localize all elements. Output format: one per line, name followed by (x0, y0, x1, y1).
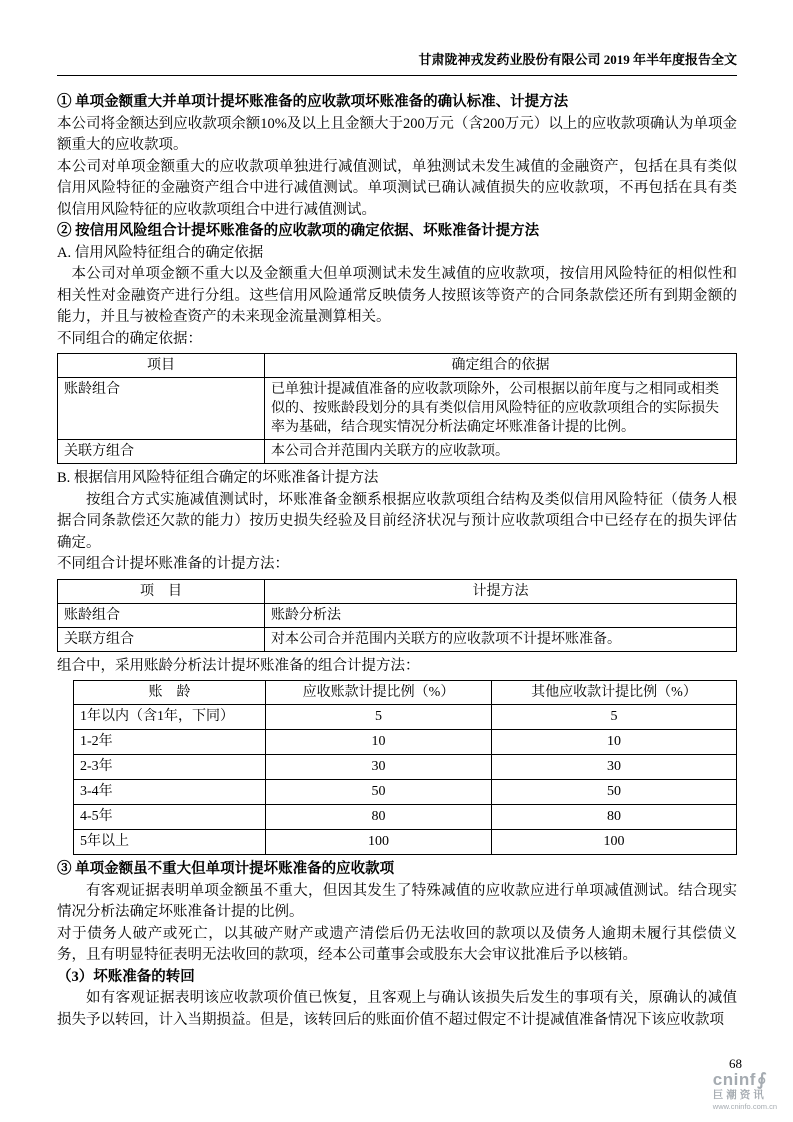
table-header-row (58, 354, 737, 378)
aging-analysis-ratio-table (73, 680, 737, 855)
table-cell: 80 (492, 805, 737, 830)
cninfo-logo-chinese-name: 巨潮资讯 (712, 1089, 767, 1101)
table-cell: 1-2年 (74, 730, 266, 755)
provision-method-table (57, 579, 737, 652)
table-cell: 30 (492, 755, 737, 780)
section-heading-item1: ① 单项金额重大并单项计提坏账准备的应收款项坏账准备的确认标准、计提方法 (57, 94, 569, 110)
table-row (74, 780, 737, 805)
table-cell: 30 (266, 755, 492, 780)
table-header-cell: 账 龄 (74, 681, 266, 705)
paragraph: 对于债务人破产或死亡，以其破产财产或遗产清偿后仍无法收回的款项以及债务人逾期未履行其偿债义务，且有明显特征表明无法收回的款项，经本公司董事会或股东大会审议批准后予以核销。 (57, 925, 737, 963)
table-header-cell: 其他应收款计提比例（%） (492, 681, 737, 705)
page-header (0, 0, 793, 76)
table-cell: 10 (266, 730, 492, 755)
table-header-cell: 项目 (58, 354, 265, 378)
group-determination-basis-table (57, 353, 737, 464)
paragraph: 如有客观证据表明该应收款项价值已恢复，且客观上与确认该损失后发生的事项有关，原确认的减值损失予以转回，计入当期损益。但是，该转回后的账面价值不超过假定不计提减值准备情况下该应收款项 (57, 990, 737, 1028)
table-cell: 5 (266, 705, 492, 730)
table-cell: 3-4年 (74, 780, 266, 805)
cninfo-logo-url: www.cninfo.com.cn (712, 1101, 777, 1111)
table-cell: 账龄组合 (58, 378, 265, 440)
table-cell: 对本公司合并范围内关联方的应收款项不计提坏账准备。 (265, 627, 737, 651)
table-cell: 80 (266, 805, 492, 830)
table-cell: 4-5年 (74, 805, 266, 830)
table-row (58, 603, 737, 627)
table-cell: 50 (492, 780, 737, 805)
table-row (58, 440, 737, 464)
table-header-cell: 应收账款计提比例（%） (266, 681, 492, 705)
table-cell: 关联方组合 (58, 440, 265, 464)
table-cell: 100 (266, 830, 492, 855)
paragraph: 本公司对单项金额重大的应收款项单独进行减值测试，单独测试未发生减值的金融资产，包括在具有类似信用风险特征的金融资产组合中进行减值测试。单项测试已确认减值损失的应收款项，不再包括在具有类似信用风险特征的应收款项组合中进行减值测试。 (57, 158, 737, 218)
table-header-row (58, 579, 737, 603)
report-title: 甘肃陇神戎发药业股份有限公司 2019 年半年度报告全文 (57, 52, 737, 76)
table2-intro: 不同组合计提坏账准备的计提方法： (57, 556, 289, 572)
table-cell: 5年以上 (74, 830, 266, 855)
table-cell: 1年以内（含1年，下同） (74, 705, 266, 730)
table-cell: 账龄组合 (58, 603, 265, 627)
table-cell: 关联方组合 (58, 627, 265, 651)
cninfo-logo-text: cninf (712, 1070, 756, 1089)
paragraph: 有客观证据表明单项金额虽不重大，但因其发生了特殊减值的应收款应进行单项减值测试。结合现实情况分析法确定坏账准备计提的比例。 (57, 882, 737, 920)
table-cell: 本公司合并范围内关联方的应收款项。 (265, 440, 737, 464)
table3-intro: 组合中，采用账龄分析法计提坏账准备的组合计提方法： (57, 657, 420, 674)
table-row (74, 730, 737, 755)
paragraph: 按组合方式实施减值测试时，坏账准备金额系根据应收款项组合结构及类似信用风险特征（债务人根据合同条款偿还欠款的能力）按历史损失经验及目前经济状况与预计应收款项组合中已经存在的损失评估确定。 (57, 491, 737, 551)
table-row (58, 378, 737, 440)
table-cell: 10 (492, 730, 737, 755)
cninfo-logo-icon: ∮ (756, 1070, 767, 1089)
table-cell: 50 (266, 780, 492, 805)
paragraph: 本公司将金额达到应收款项余额10%及以上且金额大于200万元（含200万元）以上的应收款项确认为单项金额重大的应收款项。 (57, 115, 737, 153)
table-header-cell: 计提方法 (265, 579, 737, 603)
page-number: 68 (729, 1056, 742, 1071)
cninfo-logo-row (713, 1071, 777, 1088)
section-heading-item2: ② 按信用风险组合计提坏账准备的应收款项的确定依据、坏账准备计提方法 (57, 223, 540, 239)
table-row (74, 805, 737, 830)
table-cell: 账龄分析法 (265, 603, 737, 627)
table-row (74, 830, 737, 855)
table-cell: 已单独计提减值准备的应收款项除外，公司根据以前年度与之相同或相类似的、按账龄段划分的具有类似信用风险特征的应收款项组合的实际损失率为基础，结合现实情况分析法确定坏账准备计提的比例。 (265, 378, 737, 440)
page-content (0, 76, 793, 1031)
table-row (74, 705, 737, 730)
cninfo-logo (713, 1071, 777, 1110)
table-row (58, 627, 737, 651)
section-heading-reversal: （3）坏账准备的转回 (57, 968, 195, 985)
table-cell: 2-3年 (74, 755, 266, 780)
table1-intro: 不同组合的确定依据： (57, 330, 202, 347)
table-header-cell: 确定组合的依据 (265, 354, 737, 378)
section-heading-b: B. 根据信用风险特征组合确定的坏账准备计提方法 (57, 470, 379, 486)
table-header-cell: 项 目 (58, 579, 265, 603)
table-header-row (74, 681, 737, 705)
table-cell: 5 (492, 705, 737, 730)
section-heading-item3: ③ 单项金额虽不重大但单项计提坏账准备的应收款项 (57, 861, 395, 877)
table-cell: 100 (492, 830, 737, 855)
section-heading-a: A. 信用风险特征组合的确定依据 (57, 244, 264, 261)
paragraph: 本公司对单项金额不重大以及金额重大但单项测试未发生减值的应收款项，按信用风险特征的相似性和相关性对金融资产进行分组。这些信用风险通常反映债务人按照该等资产的合同条款偿还所有到期金额的能力，并且与被检查资产的未来现金流量测算相关。 (57, 266, 737, 325)
table-row (74, 755, 737, 780)
